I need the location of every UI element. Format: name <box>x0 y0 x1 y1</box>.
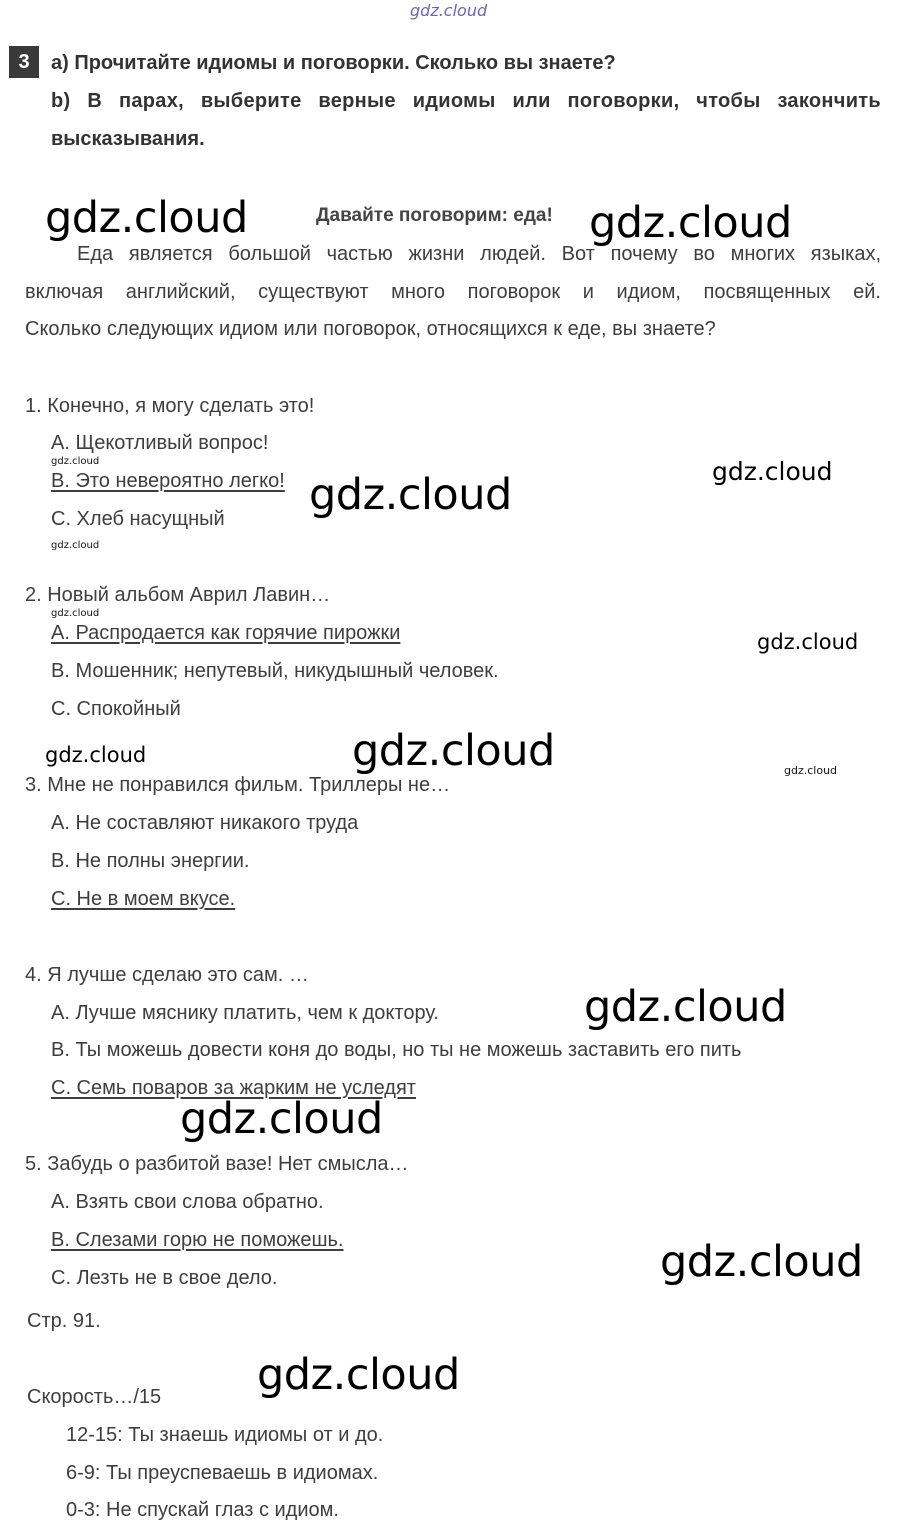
watermark: gdz.cloud <box>51 456 100 467</box>
top-watermark: gdz.cloud <box>410 1 488 20</box>
question-1-option-a: A. Щекотливый вопрос! <box>51 432 269 454</box>
question-4-prompt: 4. Я лучше сделаю это сам. … <box>25 964 309 986</box>
watermark: gdz.cloud <box>660 1237 863 1287</box>
question-4-option-a: А. Лучше мяснику платить, чем к доктору. <box>51 1002 439 1024</box>
watermark: gdz.cloud <box>180 1094 383 1144</box>
score-line-high: 12-15: Ты знаешь идиомы от и до. <box>66 1424 384 1446</box>
question-3-option-c-answer: C. Не в моем вкусе. <box>51 888 236 910</box>
watermark: gdz.cloud <box>352 726 555 776</box>
question-5-prompt: 5. Забудь о разбитой вазе! Нет смысла… <box>25 1153 409 1175</box>
watermark: gdz.cloud <box>45 193 248 243</box>
watermark: gdz.cloud <box>589 198 792 248</box>
watermark: gdz.cloud <box>784 764 838 777</box>
score-line-mid: 6-9: Ты преуспеваешь в идиомах. <box>66 1462 379 1484</box>
watermark: gdz.cloud <box>45 743 147 767</box>
watermark: gdz.cloud <box>584 982 787 1032</box>
watermark: gdz.cloud <box>309 470 512 520</box>
question-2-option-a-answer: А. Распродается как горячие пирожки <box>51 622 401 644</box>
question-5-option-a: A. Взять свои слова обратно. <box>51 1191 324 1213</box>
intro-line-3: Сколько следующих идиом или поговорок, относящихся к еде, вы знаете? <box>25 318 716 340</box>
watermark: gdz.cloud <box>51 540 100 551</box>
watermark: gdz.cloud <box>757 630 859 654</box>
question-3-option-b: B. Не полны энергии. <box>51 850 250 872</box>
section-title: Давайте поговорим: еда! <box>316 205 553 226</box>
question-2-option-b: B. Мошенник; непутевый, никудышный человек. <box>51 660 499 682</box>
question-4-option-b: B. Ты можешь довести коня до воды, но ты не можешь заставить его пить <box>51 1039 742 1061</box>
score-title: Скорость…/15 <box>27 1386 162 1408</box>
question-2-option-c: C. Спокойный <box>51 698 181 720</box>
task-instruction-b-continuation: высказывания. <box>51 128 205 150</box>
task-instruction-a: a) Прочитайте идиомы и поговорки. Сколько вы знаете? <box>51 52 616 74</box>
watermark: gdz.cloud <box>51 608 100 619</box>
intro-line-1: Еда является большой частью жизни людей. Вот почему во многих языках, <box>77 243 881 265</box>
question-2-prompt: 2. Новый альбом Аврил Лавин… <box>25 584 331 606</box>
page-reference: Стр. 91. <box>27 1310 101 1332</box>
score-line-low: 0-3: Не спускай глаз с идиом. <box>66 1499 339 1521</box>
intro-line-2: включая английский, существуют много поговорок и идиом, посвященных ей. <box>25 281 881 303</box>
question-3-option-a: A. Не составляют никакого труда <box>51 812 359 834</box>
question-1-option-c: C. Хлеб насущный <box>51 508 225 530</box>
task-number-badge: 3 <box>9 46 39 78</box>
question-5-option-c: C. Лезть не в свое дело. <box>51 1267 278 1289</box>
watermark: gdz.cloud <box>712 457 833 486</box>
task-instruction-b: b) В парах, выберите верные идиомы или поговорки, чтобы закончить <box>51 90 881 112</box>
question-1-prompt: 1. Конечно, я могу сделать это! <box>25 395 315 417</box>
question-5-option-b-answer: B. Слезами горю не поможешь. <box>51 1229 344 1251</box>
question-3-prompt: 3. Мне не понравился фильм. Триллеры не… <box>25 774 451 796</box>
question-1-option-b-answer: B. Это невероятно легко! <box>51 470 285 492</box>
watermark: gdz.cloud <box>257 1350 460 1400</box>
question-4-option-c-answer: C. Семь поваров за жарким не уследят <box>51 1077 416 1099</box>
